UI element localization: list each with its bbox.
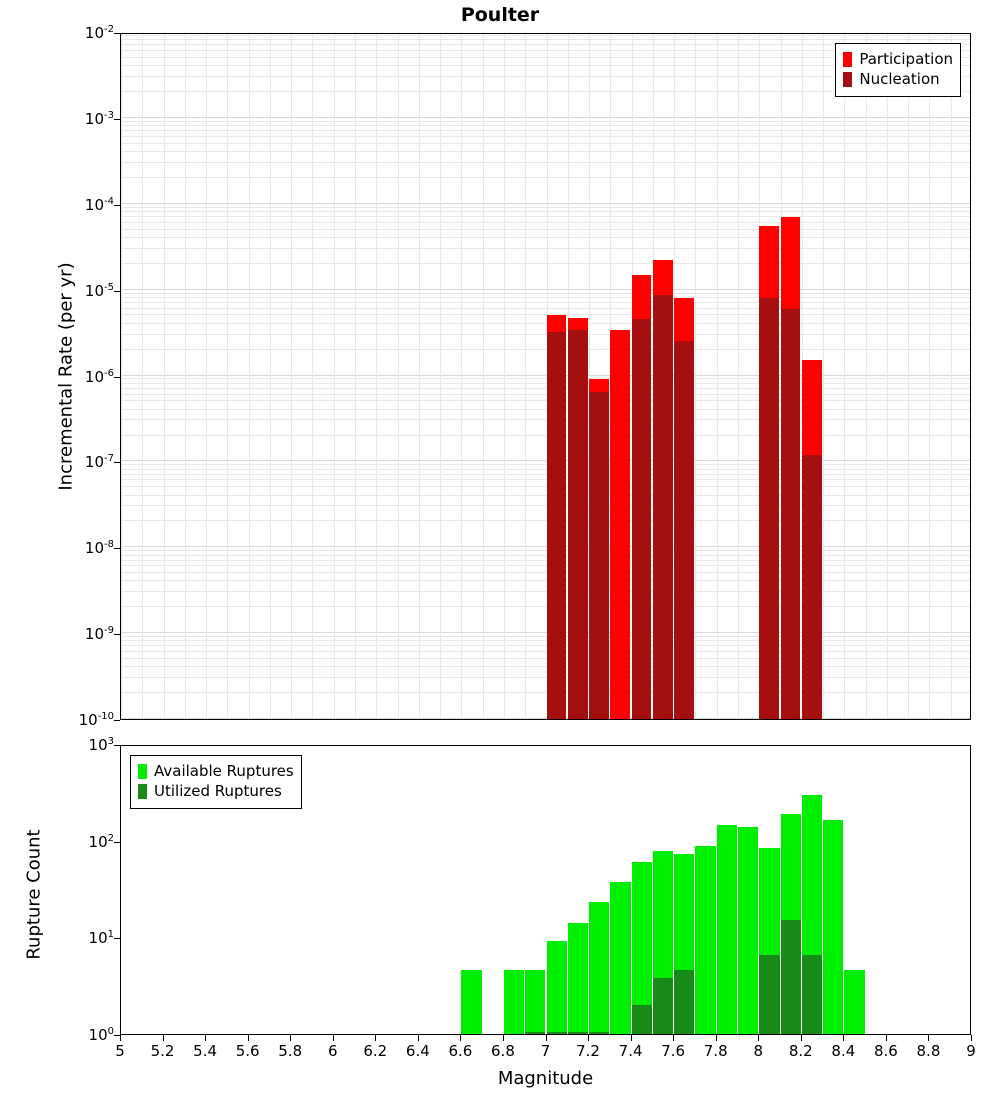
bar-available-ruptures bbox=[695, 846, 715, 1034]
bar-available-ruptures bbox=[823, 820, 843, 1034]
legend-swatch-participation bbox=[843, 52, 852, 67]
x-tick-label: 8 bbox=[753, 1042, 764, 1060]
bar-utilized-ruptures bbox=[781, 920, 801, 1034]
bar-nucleation bbox=[802, 455, 822, 719]
x-tick-label: 8.6 bbox=[873, 1042, 898, 1060]
x-tick-mark bbox=[673, 1035, 674, 1041]
x-tick-label: 6.2 bbox=[363, 1042, 388, 1060]
legend-item-available-ruptures bbox=[138, 761, 294, 781]
y-tick-label: $10^{-6}$ bbox=[84, 367, 114, 386]
legend-item-utilized-ruptures bbox=[138, 781, 294, 801]
bar-available-ruptures bbox=[717, 825, 737, 1034]
bar-available-ruptures bbox=[589, 902, 609, 1034]
x-tick-mark bbox=[886, 1035, 887, 1041]
x-tick-mark bbox=[205, 1035, 206, 1041]
x-tick-mark bbox=[333, 1035, 334, 1041]
rupture-count-plot bbox=[120, 745, 971, 1035]
y-tick-mark bbox=[114, 745, 120, 746]
x-tick-mark bbox=[716, 1035, 717, 1041]
x-tick-label: 8.8 bbox=[916, 1042, 941, 1060]
legend-swatch-utilized-ruptures bbox=[138, 784, 147, 799]
y-axis-title-top: Incremental Rate (per yr) bbox=[55, 262, 77, 491]
bar-nucleation bbox=[547, 332, 567, 719]
y-tick-mark bbox=[114, 119, 120, 120]
legend-item-participation bbox=[843, 49, 953, 69]
y-tick-label: $10^{-3}$ bbox=[84, 109, 114, 128]
y-tick-label: $10^{-4}$ bbox=[84, 195, 114, 214]
bar-utilized-ruptures bbox=[525, 1032, 545, 1034]
bar-utilized-ruptures bbox=[759, 955, 779, 1034]
x-tick-label: 8.4 bbox=[831, 1042, 856, 1060]
bar-nucleation bbox=[632, 319, 652, 719]
bar-utilized-ruptures bbox=[802, 955, 822, 1034]
bar-nucleation bbox=[653, 295, 673, 719]
x-tick-mark bbox=[375, 1035, 376, 1041]
y-tick-label: $10^3$ bbox=[88, 736, 114, 754]
x-tick-label: 6.6 bbox=[448, 1042, 473, 1060]
y-tick-label: $10^{-5}$ bbox=[84, 281, 114, 300]
x-tick-label: 5.4 bbox=[193, 1042, 218, 1060]
legend-label-available-ruptures: Available Ruptures bbox=[154, 762, 294, 780]
x-tick-mark bbox=[843, 1035, 844, 1041]
x-tick-label: 6.8 bbox=[491, 1042, 515, 1060]
y-tick-mark bbox=[114, 720, 120, 721]
incremental-rate-plot bbox=[120, 33, 971, 720]
y-tick-mark bbox=[114, 842, 120, 843]
y-tick-label: $10^{-2}$ bbox=[84, 24, 114, 42]
y-tick-mark bbox=[114, 33, 120, 34]
y-tick-label: $10^{-7}$ bbox=[84, 453, 114, 472]
bar-available-ruptures bbox=[568, 923, 588, 1034]
x-tick-mark bbox=[801, 1035, 802, 1041]
bar-utilized-ruptures bbox=[653, 978, 673, 1034]
x-tick-label: 8.2 bbox=[788, 1042, 813, 1060]
y-axis-ticks-bottom bbox=[40, 736, 114, 1044]
bar-nucleation bbox=[759, 298, 779, 719]
legend-label-participation: Participation bbox=[859, 50, 953, 68]
y-tick-mark bbox=[114, 205, 120, 206]
x-tick-label: 6.4 bbox=[405, 1042, 430, 1060]
bar-utilized-ruptures bbox=[589, 1032, 609, 1034]
x-tick-mark bbox=[971, 1035, 972, 1041]
bar-nucleation bbox=[781, 309, 801, 719]
bar-available-ruptures bbox=[525, 970, 545, 1034]
x-tick-mark bbox=[248, 1035, 249, 1041]
bar-available-ruptures bbox=[610, 882, 630, 1034]
bar-available-ruptures bbox=[504, 970, 524, 1034]
x-tick-mark bbox=[758, 1035, 759, 1041]
x-tick-label: 7 bbox=[540, 1042, 551, 1060]
x-tick-mark bbox=[631, 1035, 632, 1041]
x-axis-title: Magnitude bbox=[497, 1068, 594, 1089]
bar-nucleation bbox=[674, 341, 694, 719]
legend-swatch-nucleation bbox=[843, 72, 852, 87]
x-tick-label: 5.2 bbox=[150, 1042, 175, 1060]
y-tick-label: $10^{-8}$ bbox=[84, 539, 114, 558]
x-tick-mark bbox=[460, 1035, 461, 1041]
legend-item-nucleation bbox=[843, 69, 953, 89]
y-axis-title-bottom: Rupture Count bbox=[23, 829, 45, 960]
bar-available-ruptures bbox=[844, 970, 864, 1034]
x-tick-mark bbox=[290, 1035, 291, 1041]
y-tick-label: $10^1$ bbox=[88, 929, 114, 948]
x-tick-mark bbox=[120, 1035, 121, 1041]
x-tick-label: 9 bbox=[966, 1042, 976, 1060]
bar-available-ruptures bbox=[547, 941, 567, 1034]
y-tick-mark bbox=[114, 548, 120, 549]
bar-nucleation bbox=[589, 392, 609, 719]
x-tick-label: 7.6 bbox=[661, 1042, 686, 1060]
y-tick-mark bbox=[114, 291, 120, 292]
x-tick-label: 6 bbox=[327, 1042, 338, 1060]
legend-rupture-count bbox=[130, 755, 302, 809]
x-tick-mark bbox=[418, 1035, 419, 1041]
bar-utilized-ruptures bbox=[568, 1032, 588, 1034]
x-tick-label: 7.8 bbox=[703, 1042, 728, 1060]
bar-utilized-ruptures bbox=[632, 1005, 652, 1034]
legend-label-utilized-ruptures: Utilized Ruptures bbox=[154, 782, 282, 801]
x-tick-mark bbox=[546, 1035, 547, 1041]
x-tick-mark bbox=[163, 1035, 164, 1041]
y-tick-mark bbox=[114, 634, 120, 635]
bar-nucleation bbox=[568, 330, 588, 719]
legend-swatch-available-ruptures bbox=[138, 764, 147, 779]
legend-incremental-rate bbox=[835, 43, 961, 97]
y-tick-mark bbox=[114, 462, 120, 463]
legend-label-nucleation: Nucleation bbox=[859, 70, 940, 89]
bar-utilized-ruptures bbox=[547, 1032, 567, 1034]
x-tick-label: 7.4 bbox=[618, 1042, 643, 1060]
bar-available-ruptures bbox=[738, 827, 758, 1034]
y-tick-mark bbox=[114, 938, 120, 939]
x-tick-mark bbox=[928, 1035, 929, 1041]
y-tick-mark bbox=[114, 377, 120, 378]
y-axis-ticks-top bbox=[40, 24, 114, 729]
x-tick-label: 5 bbox=[115, 1042, 125, 1060]
x-tick-label: 5.8 bbox=[278, 1042, 303, 1060]
x-tick-label: 5.6 bbox=[235, 1042, 260, 1060]
y-tick-label: $10^{-9}$ bbox=[84, 625, 114, 644]
bar-available-ruptures bbox=[461, 970, 481, 1034]
bars-incremental-rate bbox=[121, 34, 970, 719]
y-tick-label: $10^{-10}$ bbox=[78, 711, 114, 729]
y-tick-label: $10^0$ bbox=[88, 1026, 114, 1044]
x-tick-mark bbox=[588, 1035, 589, 1041]
bar-participation bbox=[610, 330, 630, 719]
page-title: Poulter bbox=[460, 4, 540, 26]
bar-utilized-ruptures bbox=[674, 970, 694, 1034]
y-tick-label: $10^2$ bbox=[88, 832, 114, 851]
x-tick-label: 7.2 bbox=[576, 1042, 600, 1060]
x-tick-mark bbox=[503, 1035, 504, 1041]
